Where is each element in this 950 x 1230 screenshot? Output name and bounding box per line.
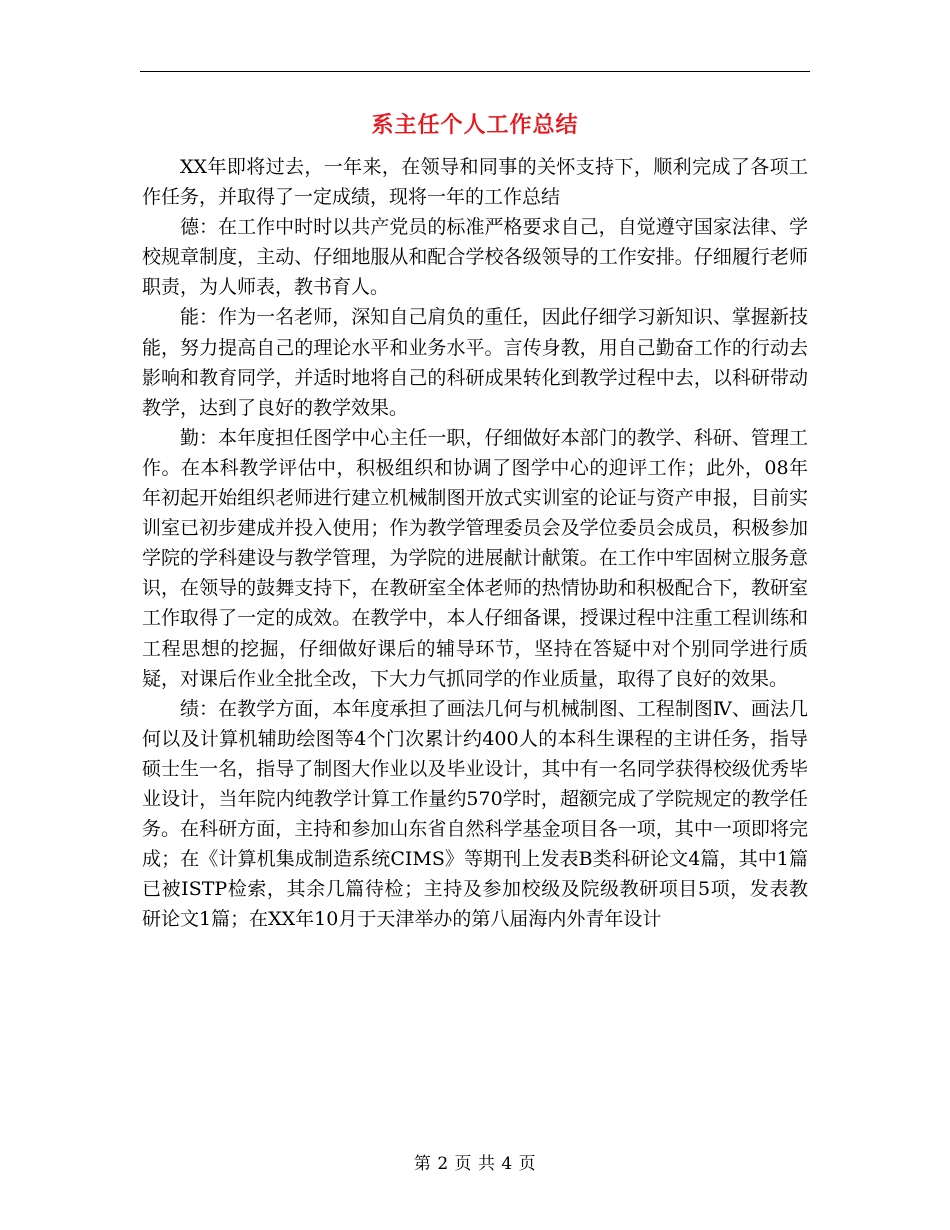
paragraph-ability: 能：作为一名老师，深知自己肩负的重任，因此仔细学习新知识、掌握新技能，努力提高自己的理论水平和业务水平。言传身教，用自己勤奋工作的行动去影响和教育同学，并适时地将自己的科研成果转化到教学过程中去，以科研带动教学，达到了良好的教学效果。 — [142, 306, 808, 419]
paragraph-intro: XX年即将过去，一年来，在领导和同事的关怀支持下，顺利完成了各项工作任务，并取得了一定成绩，现将一年的工作总结 — [142, 156, 808, 209]
paragraph-achievements: 绩：在教学方面，本年度承担了画法几何与机械制图、工程制图Ⅳ、画法几何以及计算机辅助绘图等4个门次累计约400人的本科生课程的主讲任务，指导硕士生一名，指导了制图大作业以及毕业设计，其中有一名同学获得校级优秀毕业设计，当年院内纯教学计算工作量约570学时，超额完成了学院规定的教学任务。在科研方面，主持和参加山东省自然科学基金项目各一项，其中一项即将完成；在《计算机集成制造系统CIMS》等期刊上发表B类科研论文4篇，其中1篇已被ISTP检索，其余几篇待检；主持及参加校级及院级教研项目5项，发表教研论文1篇；在XX年10月于天津举办的第八届海内外青年设计 — [142, 697, 808, 931]
paragraph-diligence: 勤：本年度担任图学中心主任一职，仔细做好本部门的教学、科研、管理工作。在本科教学评估中，积极组织和协调了图学中心的迎评工作；此外，08年年初起开始组织老师进行建立机械制图开放式实训室的论证与资产申报，目前实训室已初步建成并投入使用；作为教学管理委员会及学位委员会成员，积极参加学院的学科建设与教学管理，为学院的进展献计献策。在工作中牢固树立服务意识，在领导的鼓舞支持下，在教研室全体老师的热情协助和积极配合下，教研室工作取得了一定的成效。在教学中，本人仔细备课，授课过程中注重工程训练和工程思想的挖掘，仔细做好课后的辅导环节，坚持在答疑中对个别同学进行质疑，对课后作业全批全改，下大力气抓同学的作业质量，取得了良好的效果。 — [142, 426, 808, 690]
paragraph-morality: 德：在工作中时时以共产党员的标准严格要求自己，自觉遵守国家法律、学校规章制度，主动、仔细地服从和配合学校各级领导的工作安排。仔细履行老师职责，为人师表，教书育人。 — [142, 216, 808, 299]
page-number-footer: 第 2 页 共 4 页 — [413, 1154, 537, 1174]
page-title: 系主任个人工作总结 — [371, 112, 579, 138]
document-body — [142, 152, 808, 934]
header-rule — [140, 71, 810, 72]
